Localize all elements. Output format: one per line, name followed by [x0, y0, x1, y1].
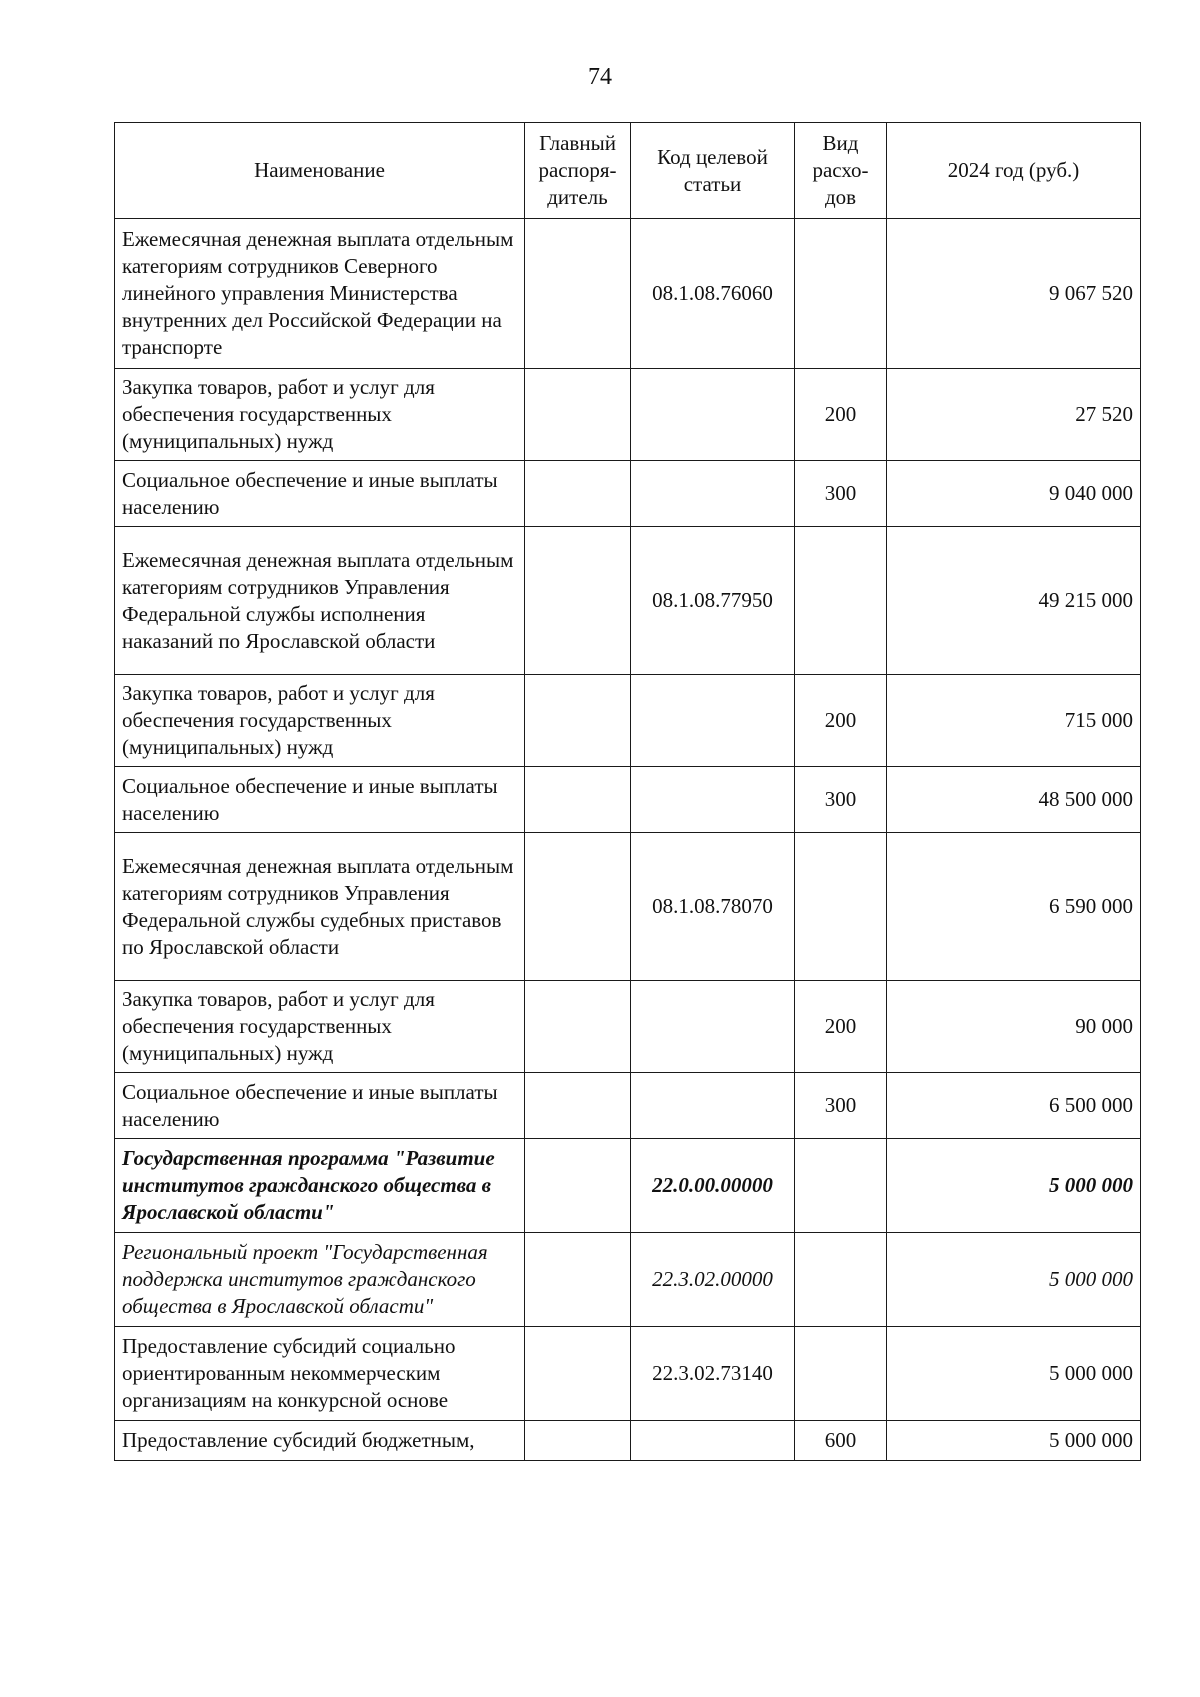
cell-type [795, 527, 887, 675]
cell-code: 22.0.00.00000 [631, 1139, 795, 1233]
header-code: Код целевой статьи [631, 123, 795, 219]
table-row [115, 1139, 1141, 1233]
cell-type [795, 1139, 887, 1233]
cell-type [795, 1327, 887, 1421]
cell-amount: 5 000 000 [887, 1233, 1141, 1327]
table-body [115, 219, 1141, 1461]
header-name: Наименование [115, 123, 525, 219]
header-admin: Главный распоря-дитель [525, 123, 631, 219]
table-row [115, 833, 1141, 981]
cell-admin [525, 527, 631, 675]
cell-code: 08.1.08.78070 [631, 833, 795, 981]
cell-amount: 9 067 520 [887, 219, 1141, 369]
cell-admin [525, 1073, 631, 1139]
cell-code: 08.1.08.77950 [631, 527, 795, 675]
cell-code: 22.3.02.00000 [631, 1233, 795, 1327]
cell-admin [525, 461, 631, 527]
cell-type: 200 [795, 675, 887, 767]
cell-amount: 5 000 000 [887, 1327, 1141, 1421]
cell-code [631, 767, 795, 833]
cell-name: Социальное обеспечение и иные выплаты населению [115, 461, 525, 527]
cell-code [631, 461, 795, 527]
cell-admin [525, 369, 631, 461]
cell-amount: 48 500 000 [887, 767, 1141, 833]
table-row [115, 461, 1141, 527]
cell-type: 200 [795, 981, 887, 1073]
cell-name: Региональный проект "Государственная поддержка институтов гражданского общества в Ярославской области" [115, 1233, 525, 1327]
cell-type [795, 1233, 887, 1327]
cell-code [631, 1421, 795, 1461]
cell-type: 200 [795, 369, 887, 461]
cell-amount: 715 000 [887, 675, 1141, 767]
header-type: Вид расхо-дов [795, 123, 887, 219]
cell-name: Ежемесячная денежная выплата отдельным категориям сотрудников Управления Федеральной службы судебных приставов по Ярославской области [115, 833, 525, 981]
cell-code [631, 981, 795, 1073]
cell-amount: 9 040 000 [887, 461, 1141, 527]
table-row [115, 767, 1141, 833]
cell-type: 300 [795, 461, 887, 527]
cell-admin [525, 219, 631, 369]
cell-amount: 27 520 [887, 369, 1141, 461]
table-row [115, 675, 1141, 767]
cell-admin [525, 1139, 631, 1233]
cell-admin [525, 1421, 631, 1461]
cell-type: 600 [795, 1421, 887, 1461]
cell-name: Социальное обеспечение и иные выплаты населению [115, 1073, 525, 1139]
page-number: 74 [588, 64, 612, 90]
table-row [115, 1327, 1141, 1421]
cell-type [795, 833, 887, 981]
cell-name: Государственная программа "Развитие институтов гражданского общества в Ярославской области" [115, 1139, 525, 1233]
table-row [115, 1421, 1141, 1461]
cell-admin [525, 833, 631, 981]
cell-type: 300 [795, 1073, 887, 1139]
cell-amount: 90 000 [887, 981, 1141, 1073]
table-row [115, 527, 1141, 675]
cell-admin [525, 981, 631, 1073]
table-row [115, 981, 1141, 1073]
header-year: 2024 год (руб.) [887, 123, 1141, 219]
cell-type [795, 219, 887, 369]
cell-admin [525, 1327, 631, 1421]
cell-amount: 5 000 000 [887, 1139, 1141, 1233]
cell-name: Ежемесячная денежная выплата отдельным категориям сотрудников Северного линейного управления Министерства внутренних дел Российской Федерации на транспорте [115, 219, 525, 369]
cell-type: 300 [795, 767, 887, 833]
cell-name: Закупка товаров, работ и услуг для обеспечения государственных (муниципальных) нужд [115, 981, 525, 1073]
cell-name: Предоставление субсидий бюджетным, [115, 1421, 525, 1461]
table-row [115, 369, 1141, 461]
cell-code [631, 1073, 795, 1139]
cell-amount: 5 000 000 [887, 1421, 1141, 1461]
cell-name: Закупка товаров, работ и услуг для обеспечения государственных (муниципальных) нужд [115, 369, 525, 461]
table-row [115, 219, 1141, 369]
table-row [115, 1233, 1141, 1327]
cell-amount: 6 590 000 [887, 833, 1141, 981]
table-row [115, 1073, 1141, 1139]
cell-code [631, 675, 795, 767]
cell-amount: 6 500 000 [887, 1073, 1141, 1139]
header-row [115, 123, 1141, 219]
cell-code: 08.1.08.76060 [631, 219, 795, 369]
budget-table [114, 122, 1141, 1461]
cell-code: 22.3.02.73140 [631, 1327, 795, 1421]
cell-admin [525, 675, 631, 767]
cell-code [631, 369, 795, 461]
cell-name: Предоставление субсидий социально ориентированным некоммерческим организациям на конкурсной основе [115, 1327, 525, 1421]
cell-admin [525, 767, 631, 833]
cell-admin [525, 1233, 631, 1327]
cell-name: Закупка товаров, работ и услуг для обеспечения государственных (муниципальных) нужд [115, 675, 525, 767]
cell-amount: 49 215 000 [887, 527, 1141, 675]
cell-name: Ежемесячная денежная выплата отдельным категориям сотрудников Управления Федеральной службы исполнения наказаний по Ярославской области [115, 527, 525, 675]
cell-name: Социальное обеспечение и иные выплаты населению [115, 767, 525, 833]
